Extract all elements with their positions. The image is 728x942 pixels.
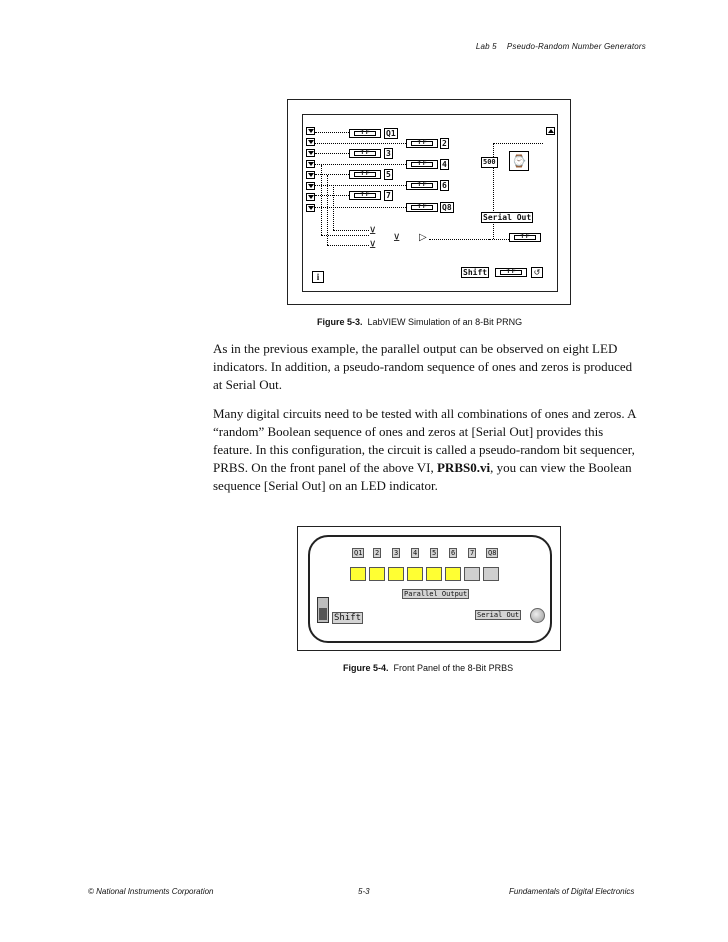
figure-5-4-label: Figure 5-4. xyxy=(343,663,389,673)
header-lab: Lab 5 xyxy=(475,42,497,51)
wait-timer-icon: ⌚ xyxy=(509,151,529,171)
loop-condition-icon: ↺ xyxy=(531,267,543,278)
bool-indicator-4: T F xyxy=(406,160,438,169)
label-7: 7 xyxy=(386,191,391,200)
led-label-2: 2 xyxy=(375,549,380,557)
shift-register-arrow-icon xyxy=(306,193,315,201)
shift-register-arrow-icon xyxy=(306,127,315,135)
wire xyxy=(493,143,543,144)
paragraph-1: As in the previous example, the parallel output can be observed on eight LED indicators. In addition, a pseudo-random sequence of ones and zeros is produced at Serial Out. xyxy=(213,341,633,392)
led-5 xyxy=(426,567,442,581)
shift-register-arrow-icon xyxy=(306,204,315,212)
shift-toggle-switch[interactable] xyxy=(317,597,329,623)
serial-out-label: Serial Out xyxy=(477,611,520,619)
wire xyxy=(315,164,406,165)
wire xyxy=(321,235,369,236)
shift-label: Shift xyxy=(463,268,488,277)
bool-indicator-5: T F xyxy=(349,170,381,179)
figure-5-3-caption xyxy=(317,317,522,327)
led-label-6: 6 xyxy=(451,549,456,557)
led-2 xyxy=(369,567,385,581)
xor-gate-icon: ⊻ xyxy=(369,226,377,237)
shift-label: Shift xyxy=(334,613,362,623)
constant-500: 500 xyxy=(483,158,496,166)
wire xyxy=(333,230,369,231)
shift-register-arrow-icon xyxy=(306,171,315,179)
block-diagram xyxy=(302,114,558,292)
wire xyxy=(429,239,489,240)
info-icon: i xyxy=(312,271,324,283)
footer-right: Fundamentals of Digital Electronics xyxy=(509,887,635,896)
led-label-q1: Q1 xyxy=(354,549,363,557)
wire xyxy=(315,132,349,133)
wire xyxy=(333,185,334,230)
label-q8: Q8 xyxy=(442,203,452,212)
shift-register-up-arrow-icon xyxy=(546,127,555,135)
footer-page-number: 5-3 xyxy=(358,887,370,896)
led-q1 xyxy=(350,567,366,581)
led-7 xyxy=(464,567,480,581)
shift-register-arrow-icon xyxy=(306,149,315,157)
serial-out-label: Serial Out xyxy=(483,213,532,222)
bool-indicator-q1: T F xyxy=(349,129,381,138)
led-label-q8: Q8 xyxy=(488,549,497,557)
figure-5-4-caption xyxy=(343,663,513,673)
running-header xyxy=(440,42,646,51)
figure-5-3-label: Figure 5-3. xyxy=(317,317,363,327)
wire xyxy=(321,165,322,235)
label-5: 5 xyxy=(386,170,391,179)
led-label-5: 5 xyxy=(432,549,437,557)
not-gate-icon: ▷ xyxy=(419,232,427,243)
label-3: 3 xyxy=(386,149,391,158)
label-2: 2 xyxy=(442,139,447,148)
bool-control-shift: T F xyxy=(495,268,527,277)
figure-5-4-title: Front Panel of the 8-Bit PRBS xyxy=(393,663,514,673)
figure-5-3 xyxy=(287,99,571,305)
xor-gate-icon: ⊻ xyxy=(369,240,377,251)
led-q8 xyxy=(483,567,499,581)
led-6 xyxy=(445,567,461,581)
figure-5-3-title: LabVIEW Simulation of an 8-Bit PRNG xyxy=(367,317,523,327)
led-label-3: 3 xyxy=(394,549,399,557)
front-panel xyxy=(308,535,552,643)
parallel-output-label: Parallel Output xyxy=(404,590,468,598)
header-title: Pseudo-Random Number Generators xyxy=(506,42,646,51)
shift-register-arrow-icon xyxy=(306,138,315,146)
wire xyxy=(315,153,349,154)
bool-indicator-2: T F xyxy=(406,139,438,148)
led-label-4: 4 xyxy=(413,549,418,557)
wire xyxy=(489,239,509,240)
bool-indicator-6: T F xyxy=(406,181,438,190)
figure-5-4 xyxy=(297,526,561,651)
label-6: 6 xyxy=(442,181,447,190)
shift-register-arrow-icon xyxy=(306,182,315,190)
paragraph-2: Many digital circuits need to be tested with all combinations of ones and zeros. A “random” Boolean sequence of ones and zeros at [Serial Out] provides this feature. In this configuration, the circuit is called a pseudo-random bit sequencer, PRBS. On the front panel of the above VI, PRBS0.vi, you can view the Boolean sequence [Serial Out] on an LED indicator. xyxy=(213,406,636,493)
bool-indicator-3: T F xyxy=(349,149,381,158)
wire xyxy=(315,207,406,208)
bool-indicator-7: T F xyxy=(349,191,381,200)
footer-left: © National Instruments Corporation xyxy=(88,887,214,896)
bool-indicator-serial-out: T F xyxy=(509,233,541,242)
wire xyxy=(315,185,406,186)
bool-indicator-q8: T F xyxy=(406,203,438,212)
vi-filename: PRBS0.vi xyxy=(436,460,491,475)
serial-out-led xyxy=(530,608,545,623)
led-3 xyxy=(388,567,404,581)
label-4: 4 xyxy=(442,160,447,169)
xor-gate-icon: ⊻ xyxy=(393,233,401,244)
led-label-7: 7 xyxy=(470,549,475,557)
wire xyxy=(315,143,406,144)
label-q1: Q1 xyxy=(386,129,396,138)
shift-register-arrow-icon xyxy=(306,160,315,168)
led-4 xyxy=(407,567,423,581)
wire xyxy=(327,245,369,246)
